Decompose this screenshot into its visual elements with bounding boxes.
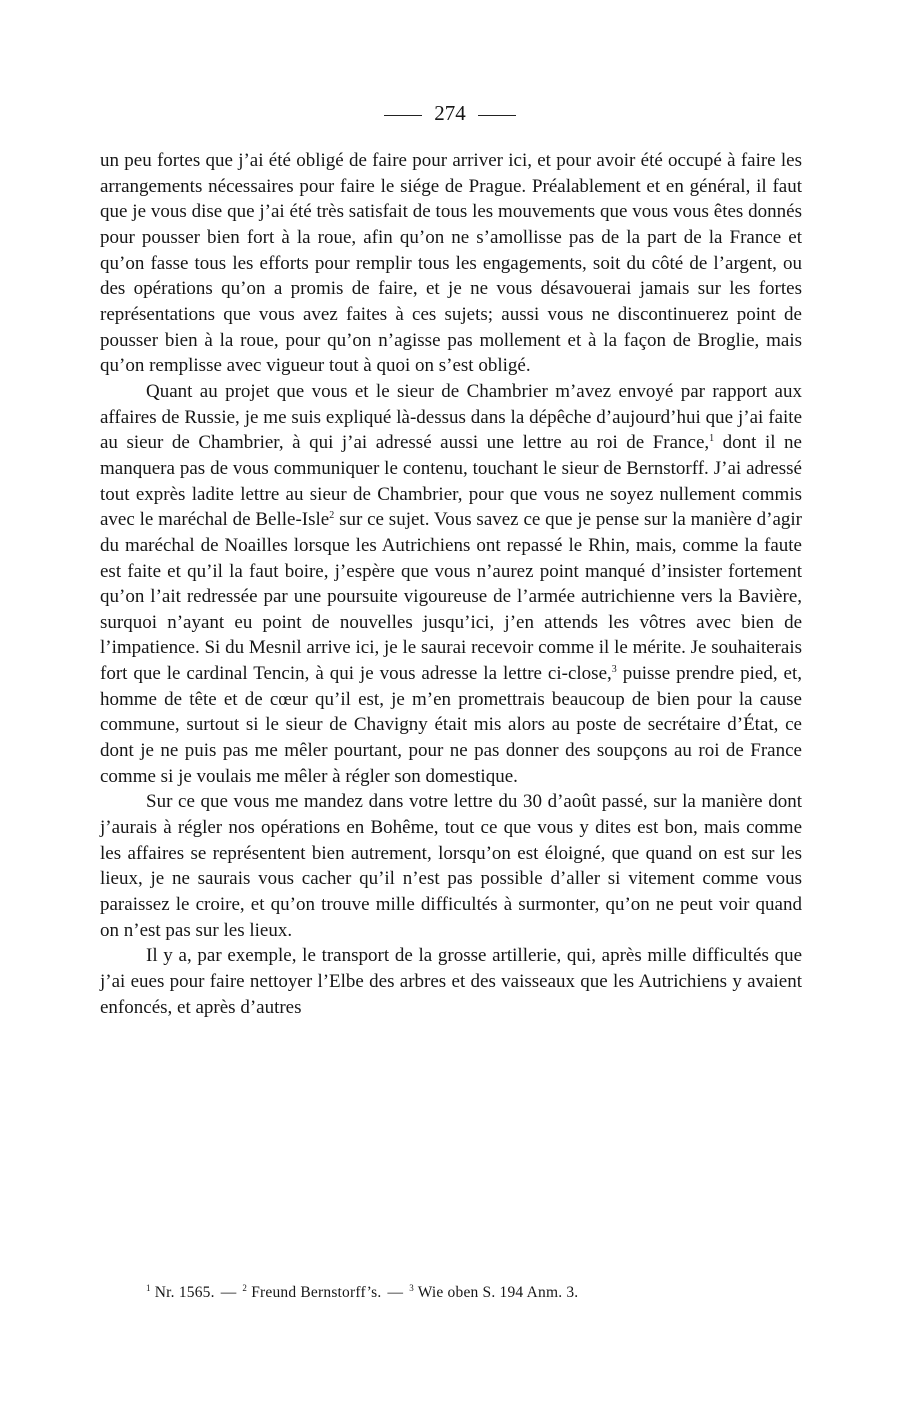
footnote-reference: 2 bbox=[329, 510, 335, 522]
footnote-text: Freund Bernstorff’s. bbox=[251, 1284, 382, 1301]
footnote-separator: — bbox=[220, 1284, 237, 1301]
paragraph bbox=[100, 789, 802, 943]
footnote-mark: 1 bbox=[146, 1283, 151, 1293]
footnote-text: Wie oben S. 194 Anm. 3. bbox=[417, 1284, 579, 1301]
footnote-reference: 3 bbox=[611, 664, 617, 676]
body-text bbox=[100, 148, 802, 1020]
paragraph-text: sur ce sujet. Vous savez ce que je pense sur la manière d’agir du maréchal de Noailles lorsque les Autrichiens ont repassé le Rhin, mais, comme la faute est faite et qu’il la faut boire, j’espère que vous n’aurez point manqué d’insister fortement qu’on l’ait redressée par une poursuite vigoureuse de l’armée autrichienne vers la Bavière, surquoi n’ayant eu point de nouvelles jusqu’ici, j’en attends les vôtres avec bien de l’impatience. Si du Mesnil arrive ici, je le saurai recevoir comme il le mérite. Je souhaiterais fort que le cardinal Tencin, à qui je vous adresse la lettre ci-close, bbox=[100, 509, 802, 685]
footnote-text: Nr. 1565. bbox=[154, 1284, 215, 1301]
paragraph-text: puisse prendre pied, et, homme de tête et de cœur qu’il est, je m’en promettrais beaucoup de bien pour la cause commune, surtout si le sieur de Chavigny était mis alors au poste de secrétaire d’État, ce dont je ne puis pas me mêler pourtant, pour ne pas donner des soupçons au roi de France comme si je voulais me mêler à régler son domestique. bbox=[100, 663, 802, 787]
header-right-rule bbox=[478, 115, 516, 116]
paragraph-text: Quant au projet que vous et le sieur de Chambrier m’avez envoyé par rapport aux affaires de Russie, je me suis expliqué là-dessus dans la dépêche d’aujourd’hui que j’ai faite au sieur de Chambrier, à qui j’ai adressé aussi une lettre au roi de France, bbox=[100, 380, 802, 454]
footnotes bbox=[146, 1282, 786, 1304]
footnote-reference: 1 bbox=[709, 433, 715, 445]
footnote-separator: — bbox=[387, 1284, 404, 1301]
footnote bbox=[409, 1284, 578, 1301]
paragraph-text: dont il ne manquera pas de vous communiquer le contenu, touchant le sieur de Bernstorff. J’ai adressé tout exprès ladite lettre au sieur de Chambrier, pour que vous ne soyez nullement commis avec le maréchal de Belle-Isle bbox=[100, 432, 802, 531]
paragraph bbox=[100, 148, 802, 379]
footnote-mark: 2 bbox=[242, 1283, 248, 1293]
footnote bbox=[242, 1284, 381, 1301]
footnote-mark: 3 bbox=[409, 1283, 414, 1293]
page-header bbox=[0, 98, 900, 128]
page-number: 274 bbox=[434, 101, 466, 125]
paragraph-text: un peu fortes que j’ai été obligé de faire pour arriver ici, et pour avoir été occupé à faire les arrangements nécessaires pour faire le siége de Prague. Préalablement et en général, il faut que je vous dise que j’ai été très satisfait de tous les mouvements que vous vous êtes donnés pour pousser bien fort à la roue, afin qu’on ne s’amollisse pas de la part de la France et qu’on fasse tous les efforts pour remplir tous les engagements, soit du côté de l’argent, ou des opérations qu’on a promis de faire, et je ne vous désavouerai jamais sur les fortes représentations que vous avez faites à ces sujets; aussi vous ne discontinuerez point de pousser bien à la roue, pour qu’on n’agisse pas mollement et à la façon de Broglie, mais qu’on remplisse avec vigueur tout à quoi on s’est obligé. bbox=[100, 150, 802, 377]
paragraph bbox=[100, 943, 802, 1020]
header-left-rule bbox=[384, 115, 422, 116]
paragraph bbox=[100, 379, 802, 790]
paragraph-text: Il y a, par exemple, le transport de la grosse artillerie, qui, après mille difficultés que j’ai eues pour faire nettoyer l’Elbe des arbres et des vaisseaux que les Autrichiens y avaient enfoncés, et après d’autres bbox=[100, 945, 802, 1018]
paragraph-text: Sur ce que vous me mandez dans votre lettre du 30 d’août passé, sur la manière dont j’aurais à régler nos opérations en Bohême, tout ce que vous y dites est bon, mais comme les affaires se représentent bien autrement, lorsqu’on est éloigné, que quand on est sur les lieux, je ne saurais vous cacher qu’il n’est pas possible d’aller si vitement comme vous paraissez le croire, et qu’on trouve mille difficultés à surmonter, qu’on ne peut voir quand on n’est pas sur les lieux. bbox=[100, 791, 802, 941]
footnote bbox=[146, 1284, 215, 1301]
